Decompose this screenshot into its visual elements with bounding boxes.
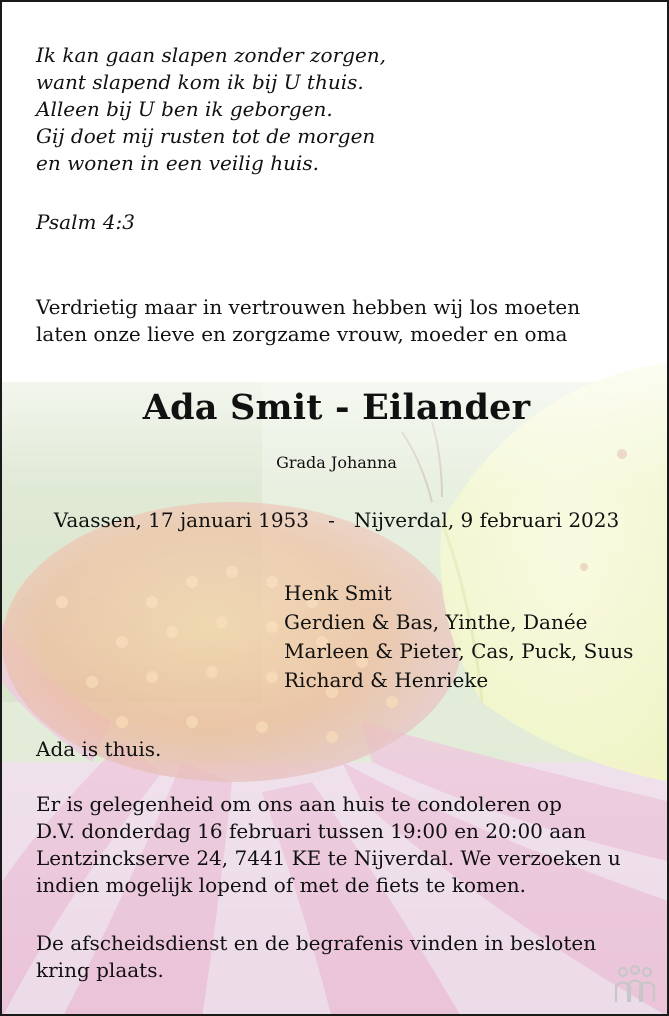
condolence-paragraph bbox=[36, 791, 621, 899]
poem-line: en wonen in een veilig huis. bbox=[36, 151, 319, 175]
family-line: Henk Smit bbox=[284, 581, 392, 605]
paragraph-line: Ada is thuis. bbox=[36, 737, 162, 761]
family-line: Richard & Henrieke bbox=[284, 668, 489, 692]
birth-death-dates: Vaassen, 17 januari 1953 - Nijverdal, 9 februari 2023 bbox=[53, 508, 620, 532]
poem bbox=[36, 42, 386, 177]
paragraph-line: Lentzinckserve 24, 7441 KE te Nijverdal. We verzoeken u bbox=[36, 846, 621, 870]
intro-line: laten onze lieve en zorgzame vrouw, moeder en oma bbox=[36, 322, 568, 346]
psalm-reference: Psalm 4:3 bbox=[36, 210, 136, 234]
paragraph-line: De afscheidsdienst en de begrafenis vinden in besloten bbox=[36, 931, 597, 955]
paragraph-line: kring plaats. bbox=[36, 958, 164, 982]
deceased-name: Ada Smit - Eilander bbox=[142, 387, 531, 428]
family-logo-icon bbox=[611, 964, 659, 1004]
obituary-content bbox=[2, 2, 669, 1016]
intro-line: Verdrietig maar in vertrouwen hebben wij los moeten bbox=[36, 295, 581, 319]
paragraph-line: D.V. donderdag 16 februari tussen 19:00 en 20:00 aan bbox=[36, 819, 586, 843]
family-members bbox=[284, 579, 633, 695]
paragraph-line: Er is gelegenheid om ons aan huis te condoleren op bbox=[36, 792, 562, 816]
paragraph-line: indien mogelijk lopend of met de fiets te komen. bbox=[36, 873, 527, 897]
poem-line: want slapend kom ik bij U thuis. bbox=[36, 70, 364, 94]
poem-line: Gij doet mij rusten tot de morgen bbox=[36, 124, 376, 148]
funeral-paragraph bbox=[36, 930, 596, 984]
poem-line: Alleen bij U ben ik geborgen. bbox=[36, 97, 333, 121]
deceased-given-names: Grada Johanna bbox=[276, 453, 397, 472]
family-line: Marleen & Pieter, Cas, Puck, Suus bbox=[284, 639, 634, 663]
family-line: Gerdien & Bas, Yinthe, Danée bbox=[284, 610, 588, 634]
home-paragraph bbox=[36, 736, 161, 763]
intro-text bbox=[36, 294, 646, 348]
poem-line: Ik kan gaan slapen zonder zorgen, bbox=[36, 43, 387, 67]
